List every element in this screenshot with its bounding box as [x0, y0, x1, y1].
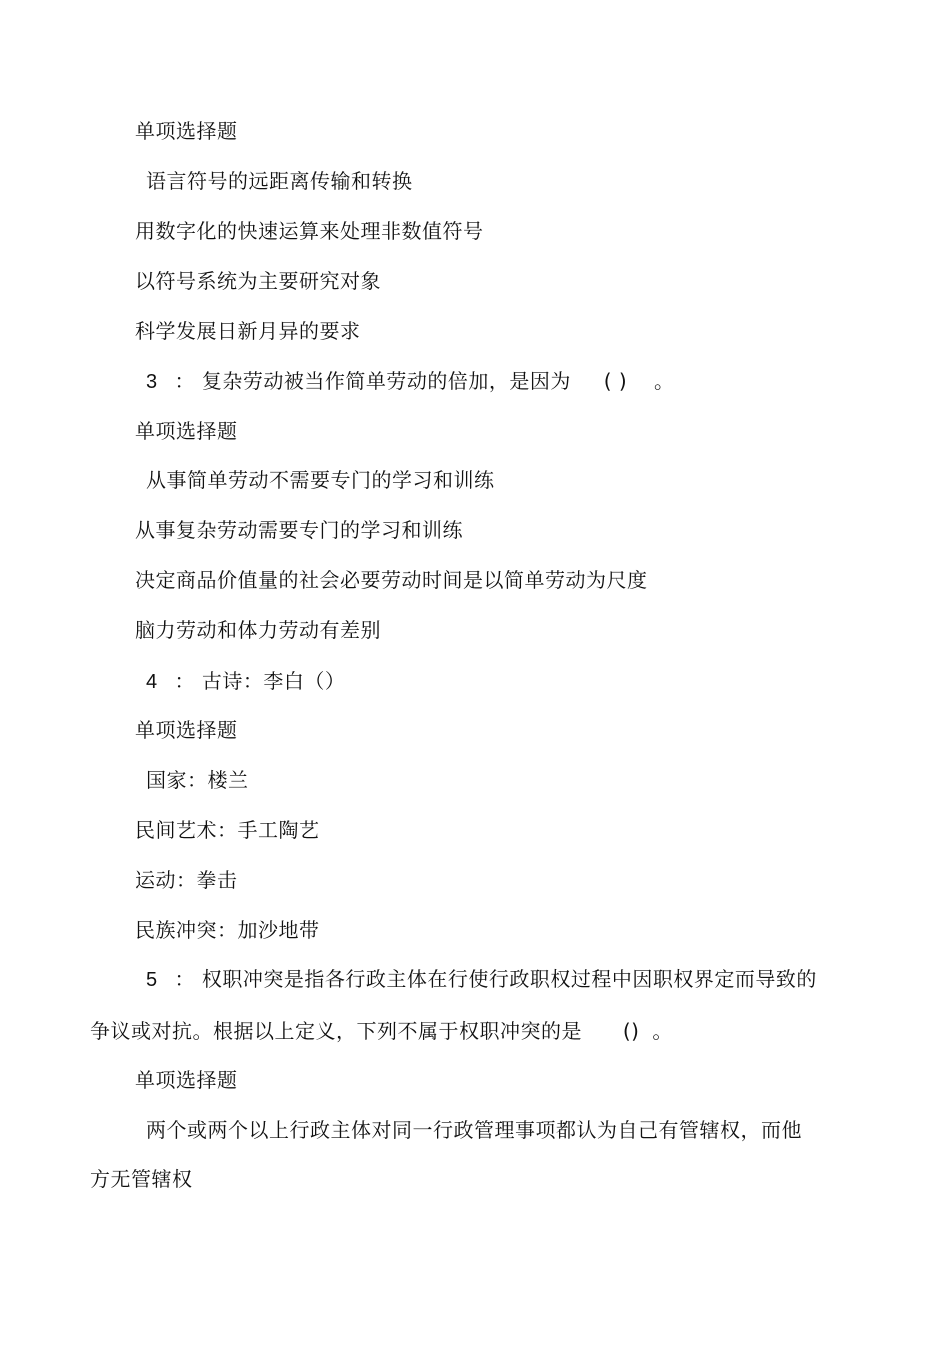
option-b: 用数字化的快速运算来处理非数值符号: [135, 219, 484, 243]
option-a: 从事简单劳动不需要专门的学习和训练: [146, 468, 495, 492]
question-end: 。: [654, 369, 675, 393]
option-a-line1: 两个或两个以上行政主体对同一行政管理事项都认为自己有管辖权，而他: [146, 1118, 802, 1142]
question-type-label: 单项选择题: [135, 119, 238, 143]
option-b: 从事复杂劳动需要专门的学习和训练: [135, 518, 463, 542]
option-d: 脑力劳动和体力劳动有差别: [135, 618, 381, 642]
question-4-stem: [146, 669, 345, 694]
option-a-line2: 方无管辖权: [90, 1167, 193, 1191]
question-number: 3: [146, 371, 158, 393]
question-text: 古诗：李白（）: [201, 669, 346, 693]
option-c: 以符号系统为主要研究对象: [135, 269, 381, 293]
option-d: 科学发展日新月异的要求: [135, 319, 361, 343]
question-text: 复杂劳动被当作简单劳动的倍加，是因为: [201, 369, 571, 393]
option-d: 民族冲突：加沙地带: [135, 918, 320, 942]
question-colon: ：: [174, 669, 195, 693]
question-colon: ：: [174, 967, 195, 991]
option-a: 语言符号的远距离传输和转换: [146, 169, 413, 193]
question-type-label: 单项选择题: [135, 1068, 238, 1092]
question-number: 5: [146, 969, 158, 991]
question-colon: ：: [174, 369, 195, 393]
question-type-label: 单项选择题: [135, 419, 238, 443]
question-text-cont: 争议或对抗。根据以上定义，下列不属于权职冲突的是: [90, 1019, 582, 1043]
question-type-label: 单项选择题: [135, 718, 238, 742]
answer-blank: (): [622, 1019, 640, 1043]
option-a: 国家：楼兰: [146, 768, 249, 792]
question-number: 4: [146, 671, 158, 693]
question-5-stem-line1: [146, 967, 817, 992]
option-b: 民间艺术：手工陶艺: [135, 818, 320, 842]
option-c: 运动：拳击: [135, 868, 238, 892]
question-end: 。: [652, 1019, 673, 1043]
question-text: 权职冲突是指各行政主体在行使行政职权过程中因职权界定而导致的: [201, 967, 817, 991]
question-3-stem: [146, 369, 675, 394]
option-c: 决定商品价值量的社会必要劳动时间是以简单劳动为尺度: [135, 568, 648, 592]
answer-blank: ( ): [603, 369, 628, 393]
question-5-stem-line2: [90, 1019, 673, 1043]
